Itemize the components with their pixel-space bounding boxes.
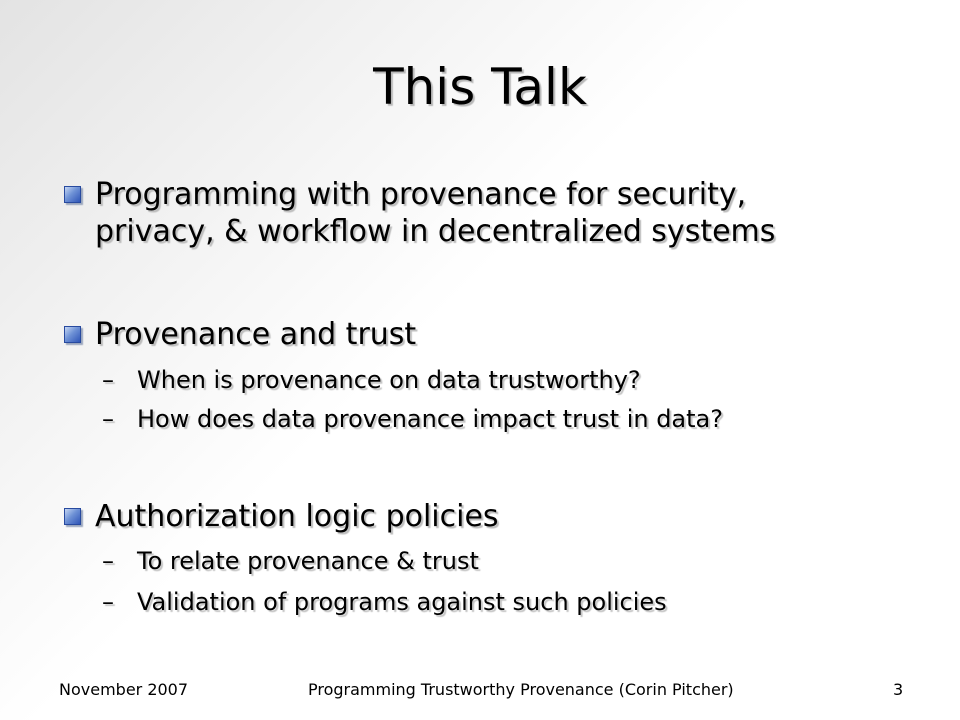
- bullet-square-icon: [64, 186, 81, 203]
- sub-bullet-text: How does data provenance impact trust in data?: [137, 405, 723, 433]
- bullet-1-line-2: privacy, & workflow in decentralized systems: [95, 214, 776, 249]
- dash-marker: –: [102, 547, 114, 575]
- bullet-3-text: Authorization logic policies: [95, 499, 499, 534]
- footer-page-number: 3: [893, 680, 904, 699]
- dash-marker: –: [102, 366, 114, 394]
- bullet-square-icon: [64, 326, 81, 343]
- sub-bullet-text: When is provenance on data trustworthy?: [137, 366, 641, 394]
- bullet-1-line-1: Programming with provenance for security,: [95, 177, 747, 212]
- sub-bullet-text: Validation of programs against such policies: [137, 588, 667, 616]
- dash-marker: –: [102, 405, 114, 433]
- footer-date: November 2007: [59, 680, 189, 699]
- dash-marker: –: [102, 588, 114, 616]
- footer-title: Programming Trustworthy Provenance (Corin Pitcher): [308, 680, 734, 699]
- sub-bullet-text: To relate provenance & trust: [137, 547, 479, 575]
- slide-title: This Talk: [373, 58, 587, 116]
- bullet-2-text: Provenance and trust: [95, 317, 417, 352]
- bullet-square-icon: [64, 508, 81, 525]
